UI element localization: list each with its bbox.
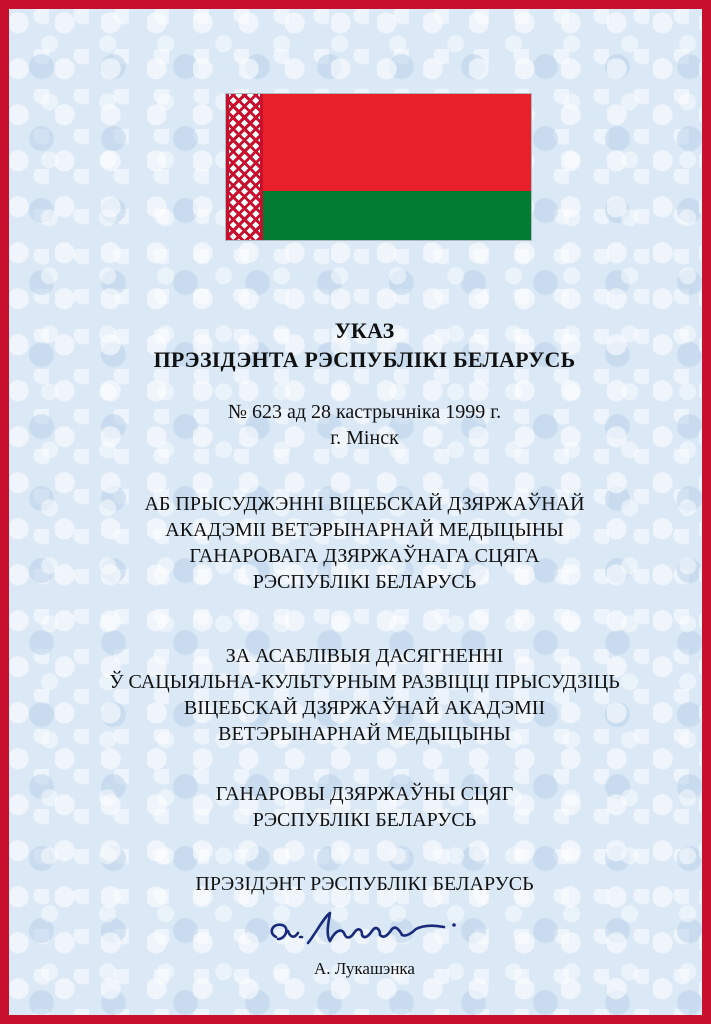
subject-line: АБ ПРЫСУДЖЭННІ ВІЦЕБСКАЙ ДЗЯРЖАЎНАЙ	[144, 493, 585, 515]
signatory-position-text: ПРЭЗІДЭНТ РЭСПУБЛІКІ БЕЛАРУСЬ	[195, 873, 534, 895]
handwritten-signature	[264, 903, 474, 953]
decree-number-date: № 623 ад 28 кастрычніка 1999 г.	[227, 401, 502, 423]
title-line-1: УКАЗ	[334, 318, 395, 343]
body-line: ЗА АСАБЛІВЫЯ ДАСЯГНЕННІ	[225, 645, 504, 667]
award-line: ГАНАРОВЫ ДЗЯРЖАЎНЫ СЦЯГ	[215, 783, 514, 805]
decree-body	[9, 643, 711, 747]
subject-line: АКАДЭМІІ ВЕТЭРЫНАРНАЙ МЕДЫЦЫНЫ	[165, 519, 564, 541]
decree-place: г. Мінск	[330, 427, 399, 449]
subject-line: РЭСПУБЛІКІ БЕЛАРУСЬ	[252, 571, 477, 593]
title-line-2: ПРЭЗІДЭНТА РЭСПУБЛІКІ БЕЛАРУСЬ	[153, 347, 576, 372]
body-line: ВЕТЭРЫНАРНАЙ МЕДЫЦЫНЫ	[218, 723, 511, 745]
flag-green-stripe	[263, 191, 531, 240]
decree-title	[9, 317, 711, 375]
subject-line: ГАНАРОВАГА ДЗЯРЖАЎНАГА СЦЯГА	[189, 545, 540, 567]
decree-subject	[9, 491, 711, 595]
signatory-name-text: А. Лукашэнка	[314, 959, 415, 978]
belarus-flag	[225, 93, 532, 241]
flag-stripes	[263, 94, 531, 240]
signatory-position	[9, 871, 711, 897]
signatory-name	[9, 957, 711, 981]
flag-red-stripe	[263, 94, 531, 191]
flag-ornament	[226, 94, 263, 240]
body-line: ВІЦЕБСКАЙ ДЗЯРЖАЎНАЙ АКАДЭМІІ	[183, 697, 546, 719]
award-line: РЭСПУБЛІКІ БЕЛАРУСЬ	[252, 809, 477, 831]
decree-award	[9, 781, 711, 833]
body-line: Ў САЦЫЯЛЬНА-КУЛЬТУРНЫМ РАЗВІЦЦІ ПРЫСУДЗІЦЬ	[109, 671, 620, 693]
decree-meta	[9, 399, 711, 451]
